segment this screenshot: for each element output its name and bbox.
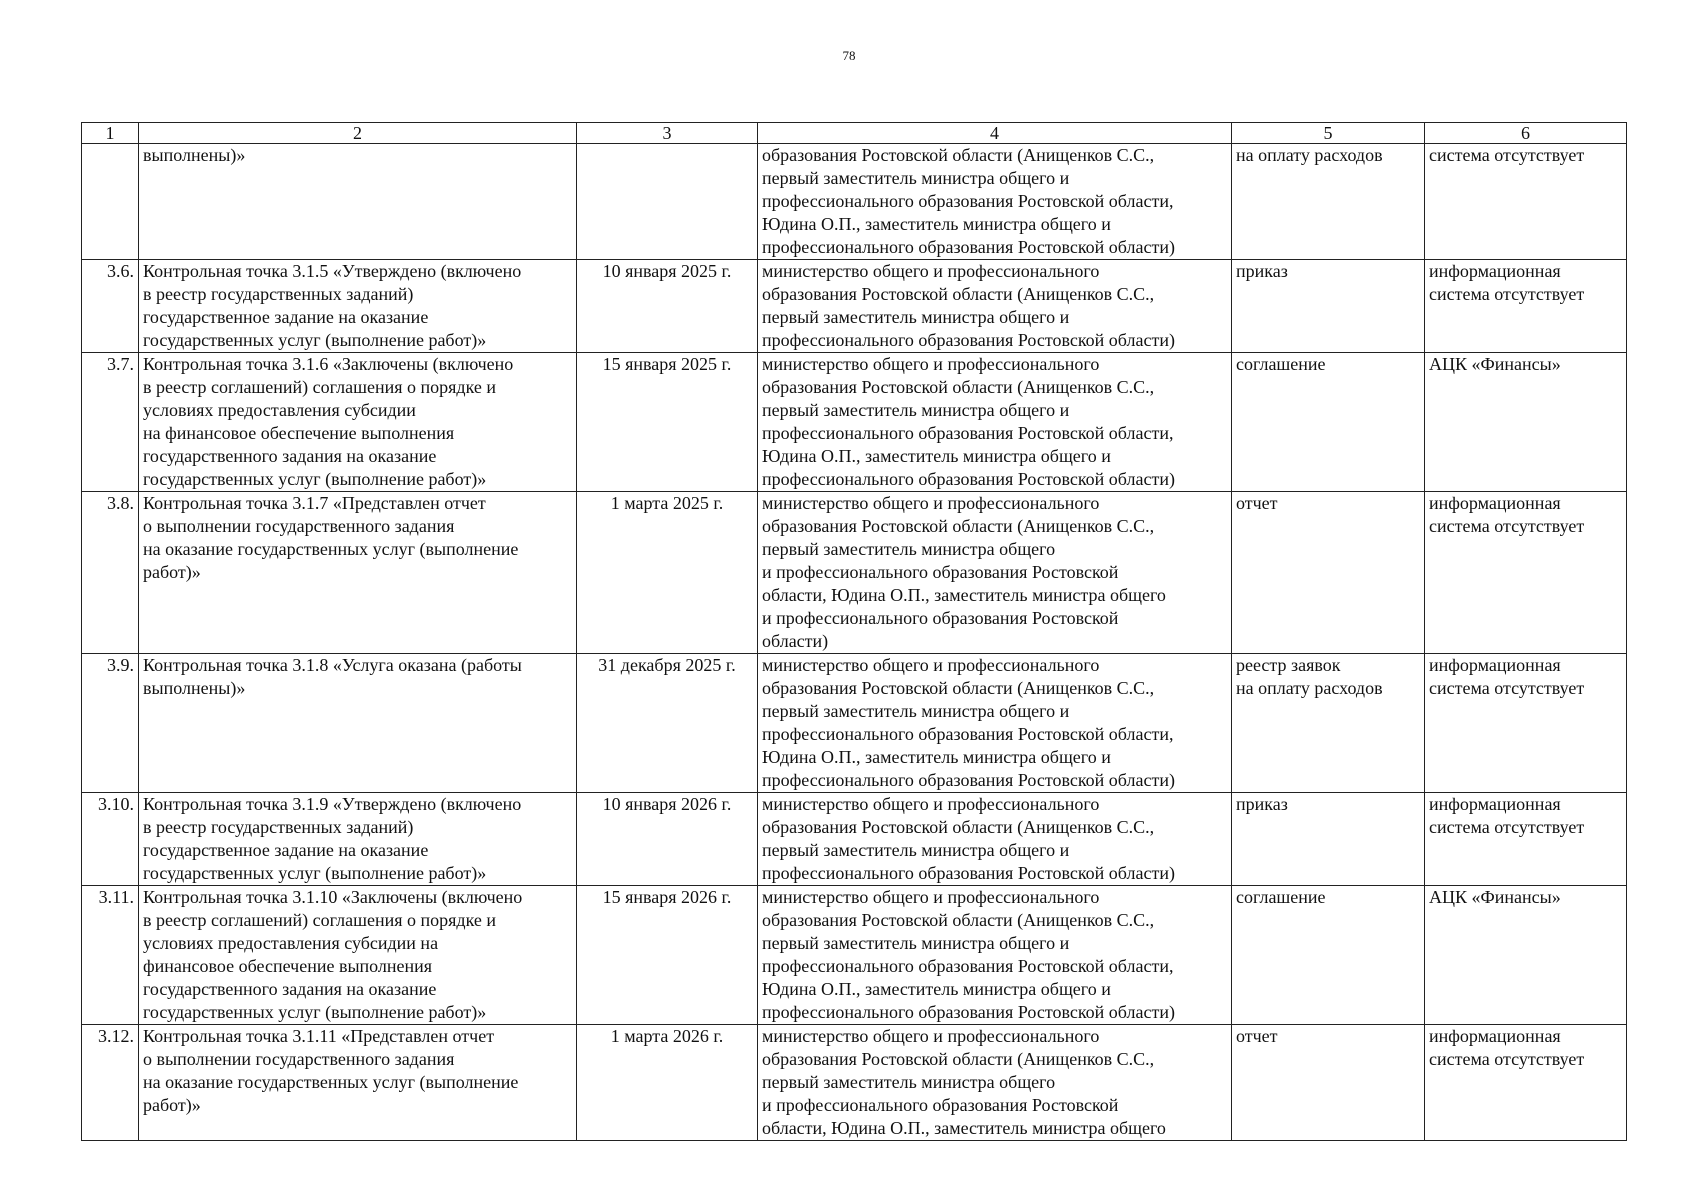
information-system: информационная система отсутствует [1425,260,1627,353]
control-point-name: выполнены)» [139,144,577,260]
control-point-name: Контрольная точка 3.1.10 «Заключены (включено в реестр соглашений) соглашения о порядке и условиях предоставления субсидии на финансовое обеспечение выполнения государственного задания на оказание государственных услуг (выполнение работ)» [139,886,577,1025]
column-header: 1 [82,123,139,144]
control-point-name: Контрольная точка 3.1.9 «Утверждено (включено в реестр государственных заданий) государственное задание на оказание государственных услуг (выполнение работ)» [139,793,577,886]
information-system: АЦК «Финансы» [1425,353,1627,492]
row-number: 3.7. [82,353,139,492]
information-system: информационная система отсутствует [1425,793,1627,886]
row-number [82,144,139,260]
row-number: 3.11. [82,886,139,1025]
table-row [82,1025,1627,1141]
row-number: 3.12. [82,1025,139,1141]
information-system: информационная система отсутствует [1425,1025,1627,1141]
information-system: информационная система отсутствует [1425,654,1627,793]
column-header: 6 [1425,123,1627,144]
page-number: 78 [842,48,856,63]
control-point-name: Контрольная точка 3.1.6 «Заключены (включено в реестр соглашений) соглашения о порядке и условиях предоставления субсидии на финансовое обеспечение выполнения государственного задания на оказание государственных услуг (выполнение работ)» [139,353,577,492]
column-header: 3 [577,123,758,144]
row-number: 3.10. [82,793,139,886]
control-points-table [81,122,1627,1141]
responsible-executor: министерство общего и профессионального образования Ростовской области (Анищенков С.С., первый заместитель министра общего и профессионального образования Ростовской области, Юдина О.П., заместитель министра общего и профессионального образования Ростовской области) [758,886,1232,1025]
control-point-date: 1 марта 2026 г. [577,1025,758,1141]
confirming-document: на оплату расходов [1232,144,1425,260]
information-system: система отсутствует [1425,144,1627,260]
table-row [82,144,1627,260]
column-header: 4 [758,123,1232,144]
control-point-name: Контрольная точка 3.1.7 «Представлен отчет о выполнении государственного задания на оказание государственных услуг (выполнение работ)» [139,492,577,654]
confirming-document: отчет [1232,1025,1425,1141]
control-point-name: Контрольная точка 3.1.5 «Утверждено (включено в реестр государственных заданий) государственное задание на оказание государственных услуг (выполнение работ)» [139,260,577,353]
responsible-executor: министерство общего и профессионального образования Ростовской области (Анищенков С.С., первый заместитель министра общего и профессионального образования Ростовской области) [758,793,1232,886]
control-point-date: 15 января 2025 г. [577,353,758,492]
confirming-document: приказ [1232,793,1425,886]
responsible-executor: министерство общего и профессионального образования Ростовской области (Анищенков С.С., первый заместитель министра общего и профессионального образования Ростовской области, Юдина О.П., заместитель министра общего и профессионального образования Ростовской области) [758,492,1232,654]
table-row [82,654,1627,793]
control-point-date: 31 декабря 2025 г. [577,654,758,793]
table-header-row [82,123,1627,144]
control-point-date: 10 января 2025 г. [577,260,758,353]
table-row [82,886,1627,1025]
column-header: 2 [139,123,577,144]
control-point-name: Контрольная точка 3.1.8 «Услуга оказана (работы выполнены)» [139,654,577,793]
row-number: 3.9. [82,654,139,793]
row-number: 3.8. [82,492,139,654]
information-system: АЦК «Финансы» [1425,886,1627,1025]
control-point-date: 1 марта 2025 г. [577,492,758,654]
responsible-executor: образования Ростовской области (Анищенков С.С., первый заместитель министра общего и профессионального образования Ростовской области, Юдина О.П., заместитель министра общего и профессионального образования Ростовской области) [758,144,1232,260]
confirming-document: реестр заявок на оплату расходов [1232,654,1425,793]
confirming-document: отчет [1232,492,1425,654]
control-point-name: Контрольная точка 3.1.11 «Представлен отчет о выполнении государственного задания на оказание государственных услуг (выполнение работ)» [139,1025,577,1141]
responsible-executor: министерство общего и профессионального образования Ростовской области (Анищенков С.С., первый заместитель министра общего и профессионального образования Ростовской области, Юдина О.П., заместитель министра общего и профессионального образования Ростовской области) [758,353,1232,492]
responsible-executor: министерство общего и профессионального образования Ростовской области (Анищенков С.С., первый заместитель министра общего и профессионального образования Ростовской области, Юдина О.П., заместитель министра общего и профессионального образования Ростовской области) [758,654,1232,793]
information-system: информационная система отсутствует [1425,492,1627,654]
table-row [82,793,1627,886]
table-row [82,260,1627,353]
control-point-date: 15 января 2026 г. [577,886,758,1025]
column-header: 5 [1232,123,1425,144]
control-point-date: 10 января 2026 г. [577,793,758,886]
responsible-executor: министерство общего и профессионального образования Ростовской области (Анищенков С.С., первый заместитель министра общего и профессионального образования Ростовской области) [758,260,1232,353]
confirming-document: соглашение [1232,353,1425,492]
table-row [82,492,1627,654]
confirming-document: соглашение [1232,886,1425,1025]
control-point-date [577,144,758,260]
confirming-document: приказ [1232,260,1425,353]
responsible-executor: министерство общего и профессионального образования Ростовской области (Анищенков С.С., первый заместитель министра общего и профессионального образования Ростовской области, Юдина О.П., заместитель министра общего [758,1025,1232,1141]
table-row [82,353,1627,492]
row-number: 3.6. [82,260,139,353]
